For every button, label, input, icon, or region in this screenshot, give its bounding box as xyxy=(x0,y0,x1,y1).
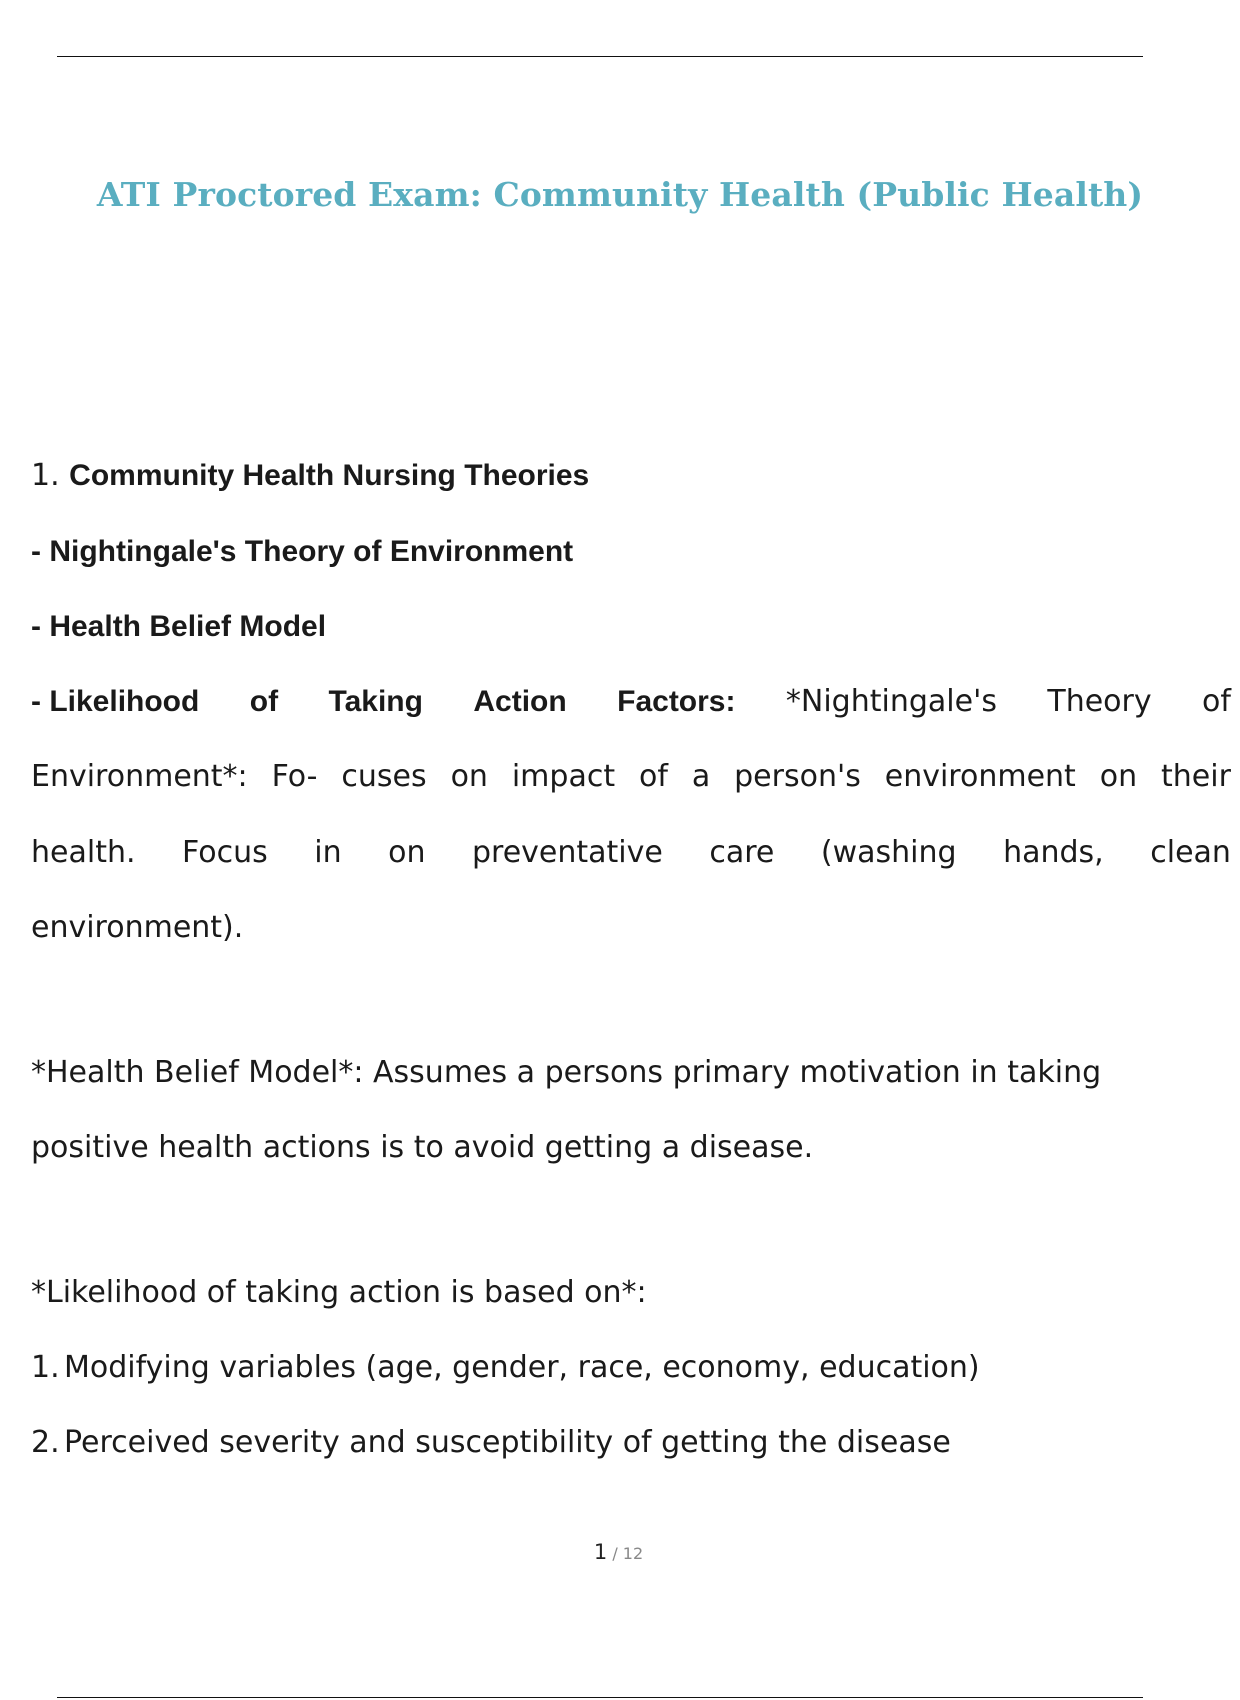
word: *Nightingale's xyxy=(785,684,997,719)
hbm-line-2: positive health actions is to avoid getting a disease. xyxy=(31,1130,814,1165)
page-total: / 12 xyxy=(612,1544,644,1563)
word: impact xyxy=(511,759,616,794)
list-item-number: 1. xyxy=(31,1350,60,1385)
list-item-text: Perceived severity and susceptibility of getting the disease xyxy=(64,1425,951,1460)
word: a xyxy=(691,759,711,794)
justified-line-4: environment). xyxy=(31,910,244,945)
word: Environment*: xyxy=(31,759,248,794)
word: Taking xyxy=(328,685,423,718)
bullet-nightingale: - Nightingale's Theory of Environment xyxy=(31,535,574,568)
word: hands, xyxy=(1003,835,1104,870)
word: Theory xyxy=(1047,684,1152,719)
word: of xyxy=(1202,684,1231,719)
hbm-line-1: *Health Belief Model*: Assumes a persons primary motivation in taking xyxy=(31,1055,1102,1090)
word: Focus xyxy=(182,835,268,870)
list-item xyxy=(31,1425,951,1461)
section-title: Community Health Nursing Theories xyxy=(69,459,590,492)
word: on xyxy=(450,759,488,794)
document-body xyxy=(31,0,1231,1700)
word: Factors: xyxy=(617,685,736,718)
footer-rule xyxy=(57,1697,1143,1698)
bullet-health-belief: - Health Belief Model xyxy=(31,610,327,643)
justified-line-1 xyxy=(31,684,1231,720)
word: Action xyxy=(473,685,567,718)
page-number xyxy=(0,1540,1237,1564)
word: their xyxy=(1161,759,1231,794)
justified-line-3 xyxy=(31,835,1231,871)
justified-line-2 xyxy=(31,759,1231,795)
word: on xyxy=(388,835,426,870)
word: cuses xyxy=(341,759,427,794)
word: care xyxy=(709,835,775,870)
word: environment xyxy=(884,759,1076,794)
word: of xyxy=(639,759,668,794)
word: of xyxy=(249,685,279,718)
word: on xyxy=(1099,759,1138,794)
word: (washing xyxy=(820,835,957,870)
document-title: ATI Proctored Exam: Community Health (Public Health) xyxy=(96,175,1144,214)
word: in xyxy=(314,835,342,870)
word: person's xyxy=(734,759,861,794)
likelihood-heading: *Likelihood of taking action is based on*: xyxy=(31,1275,647,1310)
section-heading xyxy=(31,458,589,494)
word: Fo- xyxy=(271,759,318,794)
word: health. xyxy=(31,835,136,870)
list-item xyxy=(31,1350,980,1386)
word: - Likelihood xyxy=(31,685,200,718)
list-item-number: 2. xyxy=(31,1425,60,1460)
page-current: 1 xyxy=(593,1540,608,1564)
section-number: 1. xyxy=(31,458,60,493)
word: clean xyxy=(1150,835,1231,870)
list-item-text: Modifying variables (age, gender, race, economy, education) xyxy=(64,1350,980,1385)
word: preventative xyxy=(472,835,663,870)
